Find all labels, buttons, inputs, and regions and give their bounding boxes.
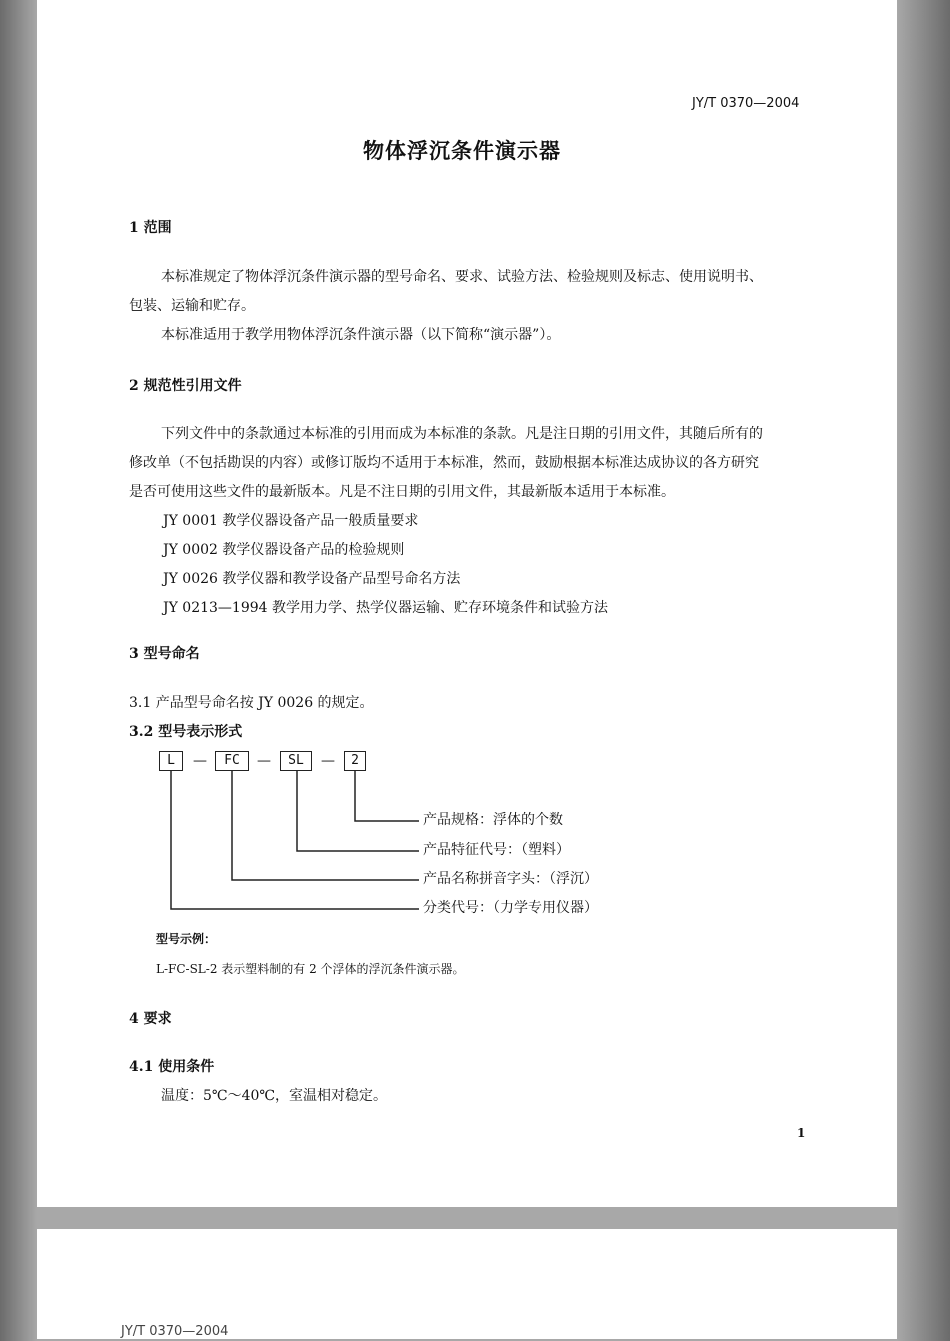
next-page-standard-code: JY/T 0370—2004	[121, 1324, 229, 1339]
section-2-paragraph-line-2: 修改单（不包括勘误的内容）或修订版均不适用于本标准，然而，鼓励根据本标准达成协议的各方研究	[129, 455, 759, 471]
document-page-1	[37, 0, 897, 1207]
clause-3-2: 3.2 型号表示形式	[129, 724, 243, 740]
reference-item: JY 0002 教学仪器设备产品的检验规则	[163, 542, 405, 558]
standard-code: JY/T 0370—2004	[692, 96, 800, 111]
model-code-label: 产品名称拼音字头：（浮沉）	[423, 871, 598, 887]
model-code-dash: —	[257, 753, 271, 769]
section-2-heading: 2 规范性引用文件	[129, 378, 242, 394]
model-code-box: 2	[344, 751, 366, 771]
section-2-paragraph-line-1: 下列文件中的条款通过本标准的引用而成为本标准的条款。凡是注日期的引用文件，其随后所有的	[161, 426, 763, 442]
section-1-heading: 1 范围	[129, 220, 172, 236]
section-3-heading: 3 型号命名	[129, 646, 200, 662]
section-2-paragraph-line-3: 是否可使用这些文件的最新版本。凡是不注日期的引用文件，其最新版本适用于本标准。	[129, 484, 675, 500]
model-code-dash: —	[193, 753, 207, 769]
reference-item: JY 0213—1994 教学用力学、热学仪器运输、贮存环境条件和试验方法	[163, 600, 609, 616]
model-example-text: L-FC-SL-2 表示塑料制的有 2 个浮体的浮沉条件演示器。	[156, 962, 465, 976]
clause-3-1: 3.1 产品型号命名按 JY 0026 的规定。	[129, 695, 374, 711]
clause-4-1: 4.1 使用条件	[129, 1059, 215, 1075]
model-code-dash: —	[321, 753, 335, 769]
model-example-heading: 型号示例：	[156, 932, 217, 946]
section-1-paragraph-line-1: 本标准规定了物体浮沉条件演示器的型号命名、要求、试验方法、检验规则及标志、使用说明书、	[161, 269, 763, 285]
section-1-paragraph-2: 本标准适用于教学用物体浮沉条件演示器（以下简称“演示器”）。	[161, 327, 561, 343]
reference-item: JY 0001 教学仪器设备产品一般质量要求	[163, 513, 419, 529]
reference-item: JY 0026 教学仪器和教学设备产品型号命名方法	[163, 571, 461, 587]
model-code-box: L	[159, 751, 183, 771]
page-number: 1	[797, 1126, 806, 1140]
document-title: 物体浮沉条件演示器	[363, 138, 561, 163]
section-1-paragraph-line-2: 包装、运输和贮存。	[129, 298, 255, 314]
model-code-label: 产品规格：浮体的个数	[423, 812, 563, 828]
model-code-box: FC	[215, 751, 249, 771]
document-page-2	[37, 1229, 897, 1339]
model-code-label: 产品特征代号：（塑料）	[423, 842, 570, 858]
clause-4-1-text: 温度：5℃～40℃，室温相对稳定。	[161, 1088, 388, 1104]
model-code-label: 分类代号：（力学专用仪器）	[423, 900, 598, 916]
section-4-heading: 4 要求	[129, 1011, 172, 1027]
model-code-box: SL	[280, 751, 312, 771]
